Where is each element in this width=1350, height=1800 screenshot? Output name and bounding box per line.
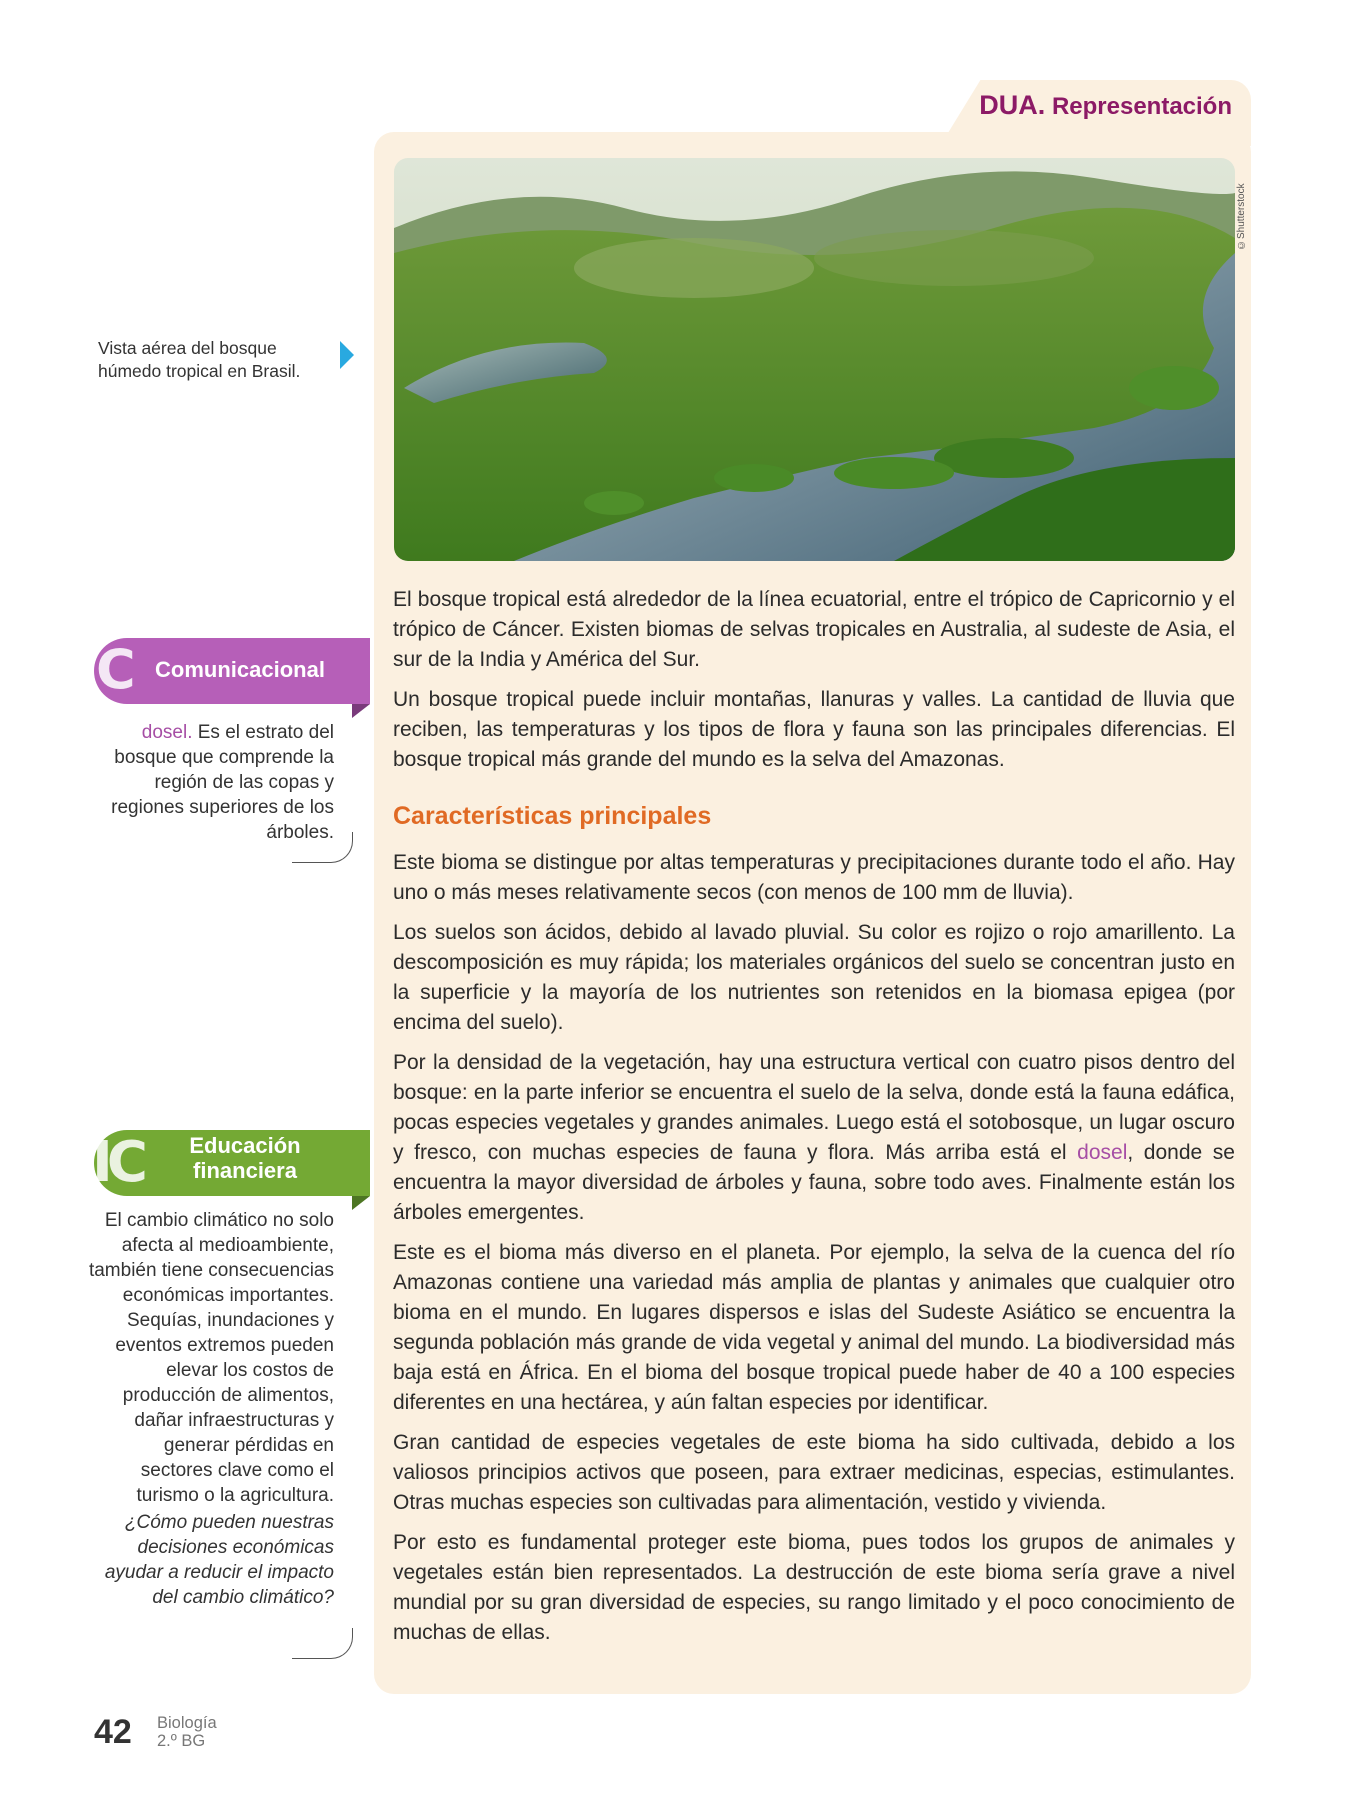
section-paragraph-3	[393, 1048, 1235, 1228]
footer-subject-name: Biología	[157, 1714, 217, 1732]
footer-grade: 2.º BG	[157, 1732, 206, 1750]
comunicacional-definition-text: Es el estrato del bosque que comprende la región de las copas y regiones superiores de los árboles.	[111, 722, 334, 843]
intro-text	[393, 585, 1235, 785]
section-paragraph-2: Los suelos son ácidos, debido al lavado pluvial. Su color es rojizo o rojo amarillento. La descomposición es muy rápida; los materiales orgánicos del suelo se concentran justo en la superficie y la mayoría de los nutrientes son retenidos en la biomasa epigea (por encima del suelo).	[393, 921, 1235, 1034]
dua-label: DUA.	[979, 90, 1046, 120]
comunicacional-curve	[292, 832, 353, 863]
section-paragraph-3-end: , donde se encuentra la mayor diversidad de árboles y fauna, sobre todo aves. Finalmente están los árboles emergentes.	[393, 1141, 1235, 1224]
comunicacional-c-icon: C	[96, 638, 136, 701]
rainforest-illustration	[394, 158, 1235, 561]
section-paragraph-4: Este es el bioma más diverso en el planeta. Por ejemplo, la selva de la cuenca del río Amazonas contiene una variedad más amplia de plantas y animales que cualquier otro bioma en el mundo. En lugares dispersos e islas del Sudeste Asiático se encuentra la segunda población más grande de vida vegetal y animal del mundo. La biodiversidad más baja está en África. En el bioma del bosque tropical puede haber de 40 a 100 especies diferentes en una hectárea, y aún faltan especies por identificar.	[393, 1241, 1235, 1414]
financiera-ic-icon: IC	[92, 1130, 142, 1195]
section-paragraph-1: Este bioma se distingue por altas temperaturas y precipitaciones durante todo el año. Hay uno o más meses relativamente secos (con menos de 100 mm de lluvia).	[393, 851, 1235, 904]
financiera-body	[88, 1208, 334, 1610]
photo-credit: ©Shutterstock	[1236, 183, 1247, 250]
section-heading: Características principales	[393, 802, 712, 830]
dua-subtitle: Representación	[1051, 93, 1232, 120]
section-paragraph-6: Por esto es fundamental proteger este bioma, pues todos los grupos de animales y vegetales están bien representados. La destrucción de este bioma sería grave a nivel mundial por su gran diversidad de especies, su rango limitado y el poco conocimiento de muchas de ellas.	[393, 1531, 1235, 1644]
caption-arrow-icon	[340, 341, 354, 369]
comunicacional-fold	[352, 704, 370, 718]
financiera-title	[165, 1133, 325, 1183]
intro-paragraph-2: Un bosque tropical puede incluir montañas, llanuras y valles. La cantidad de lluvia que reciben, las temperaturas y los tipos de flora y fauna son las principales diferencias. El bosque tropical más grande del mundo es la selva del Amazonas.	[393, 688, 1235, 771]
financiera-title-line2: financiera	[193, 1158, 297, 1183]
section-text	[393, 848, 1235, 1658]
page-number: 42	[94, 1713, 132, 1751]
section-paragraph-5: Gran cantidad de especies vegetales de este bioma ha sido cultivada, debido a los valiosos principios activos que poseen, para extraer medicinas, especias, estimulantes. Otras muchas especies son cultivadas para alimentación, vestido y vivienda.	[393, 1431, 1235, 1514]
financiera-question-text: ¿Cómo pueden nuestras decisiones económicas ayudar a reducir el impacto del cambio climático?	[104, 1512, 334, 1608]
comunicacional-term: dosel.	[141, 722, 193, 743]
comunicacional-title: Comunicacional	[155, 657, 325, 682]
financiera-question	[88, 1510, 334, 1610]
financiera-title-line1: Educación	[189, 1133, 301, 1158]
intro-paragraph-1: El bosque tropical está alrededor de la línea ecuatorial, entre el trópico de Capricornio y el trópico de Cáncer. Existen biomas de selvas tropicales en Australia, al sudeste de Asia, el sur de la India y América del Sur.	[393, 588, 1235, 671]
financiera-body-text: El cambio climático no solo afecta al medioambiente, también tiene consecuencias económicas importantes. Sequías, inundaciones y eventos extremos pueden elevar los costos de producción de alimentos, dañar infraestructuras y generar pérdidas en sectores clave como el turismo o la agricultura.	[88, 1210, 334, 1506]
section-paragraph-3-start: Por la densidad de la vegetación, hay una estructura vertical con cuatro pisos dentro del bosque: en la parte inferior se encuentra el suelo de la selva, donde está la fauna edáfica, pocas especies vegetales y grandes animales. Luego está el sotobosque, un lugar oscuro y fresco, con muchas especies de fauna y flora. Más arriba está el	[393, 1051, 1235, 1164]
footer-subject	[157, 1714, 217, 1750]
financiera-curve	[292, 1628, 353, 1659]
rainforest-photo	[394, 158, 1235, 561]
photo-caption: Vista aérea del bosque húmedo tropical en Brasil.	[98, 338, 301, 381]
dua-title	[979, 90, 1232, 121]
financiera-fold	[352, 1196, 370, 1210]
glossary-term-dosel[interactable]: dosel	[1077, 1141, 1128, 1164]
comunicacional-definition	[88, 720, 334, 845]
